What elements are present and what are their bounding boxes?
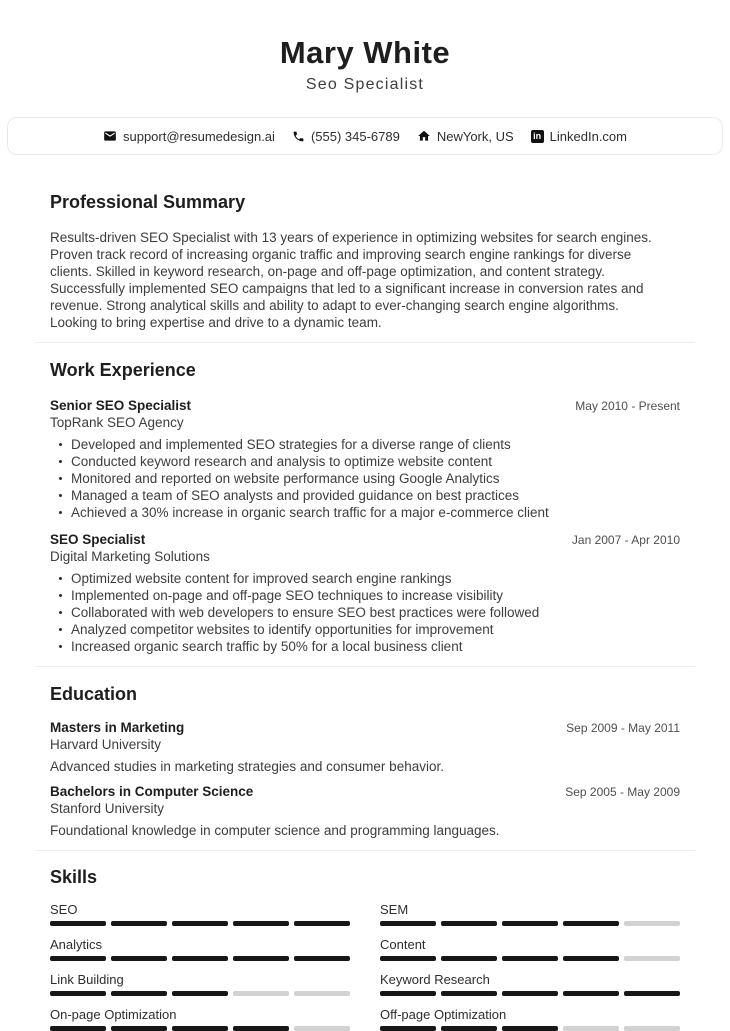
skill-level-segment bbox=[111, 991, 167, 996]
contact-linkedin[interactable] bbox=[531, 129, 627, 144]
job-bullet: Implemented on-page and off-page SEO techniques to increase visibility bbox=[71, 587, 680, 604]
skill-level-segment bbox=[441, 991, 497, 996]
job-bullet: Increased organic search traffic by 50% for a local business client bbox=[71, 638, 680, 655]
summary-section-heading: Professional Summary bbox=[50, 192, 246, 212]
education-entry bbox=[50, 719, 680, 775]
education-description: Advanced studies in marketing strategies and consumer behavior. bbox=[50, 759, 444, 774]
skill-level-segment bbox=[380, 991, 436, 996]
skill-name: On-page Optimization bbox=[50, 1007, 177, 1022]
skill-level-segment bbox=[441, 921, 497, 926]
skill-level-segment bbox=[502, 956, 558, 961]
skill-level-segment bbox=[563, 921, 619, 926]
skill-item bbox=[50, 937, 350, 961]
job-bullet-list bbox=[50, 436, 680, 521]
skill-level-bar bbox=[50, 991, 350, 996]
skill-name: Link Building bbox=[50, 972, 124, 987]
skill-level-segment bbox=[380, 1026, 436, 1031]
contact-phone-text: (555) 345-6789 bbox=[310, 128, 400, 144]
skill-item bbox=[50, 902, 350, 926]
section-divider bbox=[35, 666, 695, 667]
skill-item bbox=[50, 972, 350, 996]
skill-level-segment bbox=[441, 1026, 497, 1031]
skill-level-segment bbox=[233, 991, 289, 996]
skill-level-bar bbox=[50, 1026, 350, 1031]
summary-text: Results-driven SEO Specialist with 13 years of experience in optimizing websites for search engines. Proven track record of increasing organic traffic and improving search engine rankings for diverse clients. Skilled in keyword research, on-page and off-page optimization, and content strategy. Successfully implemented SEO campaigns that led to a significant increase in conversion rates and revenue. Strong analytical skills and ability to adapt to ever-changing search engine algorithms. Looking to bring expertise and drive to a dynamic team. bbox=[50, 230, 652, 330]
skill-level-segment bbox=[624, 991, 680, 996]
skill-level-segment bbox=[50, 921, 106, 926]
skill-level-bar bbox=[50, 956, 350, 961]
job-bullet: Developed and implemented SEO strategies for a diverse range of clients bbox=[71, 436, 680, 453]
skill-level-bar bbox=[380, 1026, 680, 1031]
education-degree: Masters in Marketing bbox=[50, 720, 185, 735]
skill-level-segment bbox=[111, 921, 167, 926]
linkedin-icon bbox=[531, 130, 544, 143]
job-dates: Jan 2007 - Apr 2010 bbox=[571, 533, 680, 547]
skill-name: SEM bbox=[380, 902, 409, 917]
contact-linkedin-text: LinkedIn.com bbox=[549, 128, 627, 144]
skill-level-segment bbox=[294, 956, 350, 961]
skill-item bbox=[380, 1007, 680, 1031]
resume-header bbox=[0, 0, 730, 94]
resume-content bbox=[0, 192, 730, 1031]
contact-phone[interactable] bbox=[292, 129, 400, 144]
job-dates: May 2010 - Present bbox=[575, 399, 680, 413]
job-title: Senior SEO Specialist bbox=[50, 398, 192, 413]
job-title-block bbox=[50, 397, 191, 431]
skill-level-segment bbox=[50, 991, 106, 996]
skill-name: Keyword Research bbox=[380, 972, 490, 987]
skill-name: SEO bbox=[50, 902, 78, 917]
skill-level-segment bbox=[380, 956, 436, 961]
education-title-block bbox=[50, 783, 253, 817]
education-title-block bbox=[50, 719, 184, 753]
skill-item bbox=[380, 902, 680, 926]
skill-level-segment bbox=[624, 956, 680, 961]
job-bullet: Achieved a 30% increase in organic search traffic for a major e-commerce client bbox=[71, 504, 680, 521]
skill-name: Analytics bbox=[50, 937, 103, 952]
education-school: Stanford University bbox=[50, 801, 165, 816]
education-school: Harvard University bbox=[50, 737, 162, 752]
skill-name: Off-page Optimization bbox=[380, 1007, 507, 1022]
skill-level-segment bbox=[233, 921, 289, 926]
education-description: Foundational knowledge in computer science and programming languages. bbox=[50, 823, 500, 838]
skill-level-segment bbox=[233, 956, 289, 961]
skill-level-segment bbox=[294, 921, 350, 926]
job-title-block bbox=[50, 531, 210, 565]
skill-item bbox=[380, 972, 680, 996]
mail-icon bbox=[103, 129, 117, 143]
education-dates: Sep 2005 - May 2009 bbox=[565, 785, 680, 799]
skill-level-segment bbox=[502, 1026, 558, 1031]
job-entry bbox=[50, 397, 680, 521]
person-name: Mary White bbox=[279, 35, 451, 70]
skill-level-segment bbox=[624, 921, 680, 926]
skill-level-segment bbox=[172, 991, 228, 996]
skill-name: Content bbox=[380, 937, 426, 952]
job-bullet: Collaborated with web developers to ensure SEO best practices were followed bbox=[71, 604, 680, 621]
skill-level-bar bbox=[50, 921, 350, 926]
skill-level-segment bbox=[294, 991, 350, 996]
skill-level-bar bbox=[380, 991, 680, 996]
skills-section-heading: Skills bbox=[50, 867, 98, 887]
skill-level-segment bbox=[172, 956, 228, 961]
skill-level-segment bbox=[50, 956, 106, 961]
person-job-title: Seo Specialist bbox=[305, 76, 425, 93]
skill-level-bar bbox=[380, 921, 680, 926]
skill-level-segment bbox=[172, 1026, 228, 1031]
skill-level-segment bbox=[563, 1026, 619, 1031]
job-company: TopRank SEO Agency bbox=[50, 415, 184, 430]
job-company: Digital Marketing Solutions bbox=[50, 549, 210, 564]
skill-level-segment bbox=[233, 1026, 289, 1031]
phone-icon bbox=[292, 130, 305, 143]
job-bullet: Managed a team of SEO analysts and provided guidance on best practices bbox=[71, 487, 680, 504]
skill-level-bar bbox=[380, 956, 680, 961]
section-divider bbox=[35, 850, 695, 851]
job-header bbox=[50, 397, 680, 431]
skill-level-segment bbox=[50, 1026, 106, 1031]
job-bullet-list bbox=[50, 570, 680, 655]
experience-section-heading: Work Experience bbox=[50, 360, 196, 380]
contact-email-text: support@resumedesign.ai bbox=[122, 128, 275, 144]
education-header bbox=[50, 719, 680, 753]
skill-level-segment bbox=[441, 956, 497, 961]
education-entry bbox=[50, 783, 680, 839]
home-icon bbox=[417, 129, 431, 143]
skill-item bbox=[380, 937, 680, 961]
job-bullet: Monitored and reported on website performance using Google Analytics bbox=[71, 470, 680, 487]
job-bullet: Conducted keyword research and analysis to optimize website content bbox=[71, 453, 680, 470]
skill-level-segment bbox=[172, 921, 228, 926]
job-header bbox=[50, 531, 680, 565]
education-section-heading: Education bbox=[50, 684, 138, 704]
skill-level-segment bbox=[624, 1026, 680, 1031]
job-title: SEO Specialist bbox=[50, 532, 146, 547]
skill-level-segment bbox=[380, 921, 436, 926]
skill-level-segment bbox=[563, 991, 619, 996]
education-dates: Sep 2009 - May 2011 bbox=[566, 721, 680, 735]
section-divider bbox=[35, 342, 695, 343]
skill-level-segment bbox=[294, 1026, 350, 1031]
skills-grid bbox=[50, 902, 680, 1031]
skill-item bbox=[50, 1007, 350, 1031]
contact-location-text: NewYork, US bbox=[436, 128, 514, 144]
contact-email[interactable] bbox=[103, 129, 275, 144]
contact-location[interactable] bbox=[417, 129, 514, 144]
education-header bbox=[50, 783, 680, 817]
skill-level-segment bbox=[111, 1026, 167, 1031]
skill-level-segment bbox=[502, 921, 558, 926]
education-degree: Bachelors in Computer Science bbox=[50, 784, 254, 799]
skill-level-segment bbox=[502, 991, 558, 996]
job-entry bbox=[50, 531, 680, 655]
job-bullet: Analyzed competitor websites to identify opportunities for improvement bbox=[71, 621, 680, 638]
job-bullet: Optimized website content for improved search engine rankings bbox=[71, 570, 680, 587]
contact-bar bbox=[7, 117, 723, 155]
skill-level-segment bbox=[563, 956, 619, 961]
skill-level-segment bbox=[111, 956, 167, 961]
